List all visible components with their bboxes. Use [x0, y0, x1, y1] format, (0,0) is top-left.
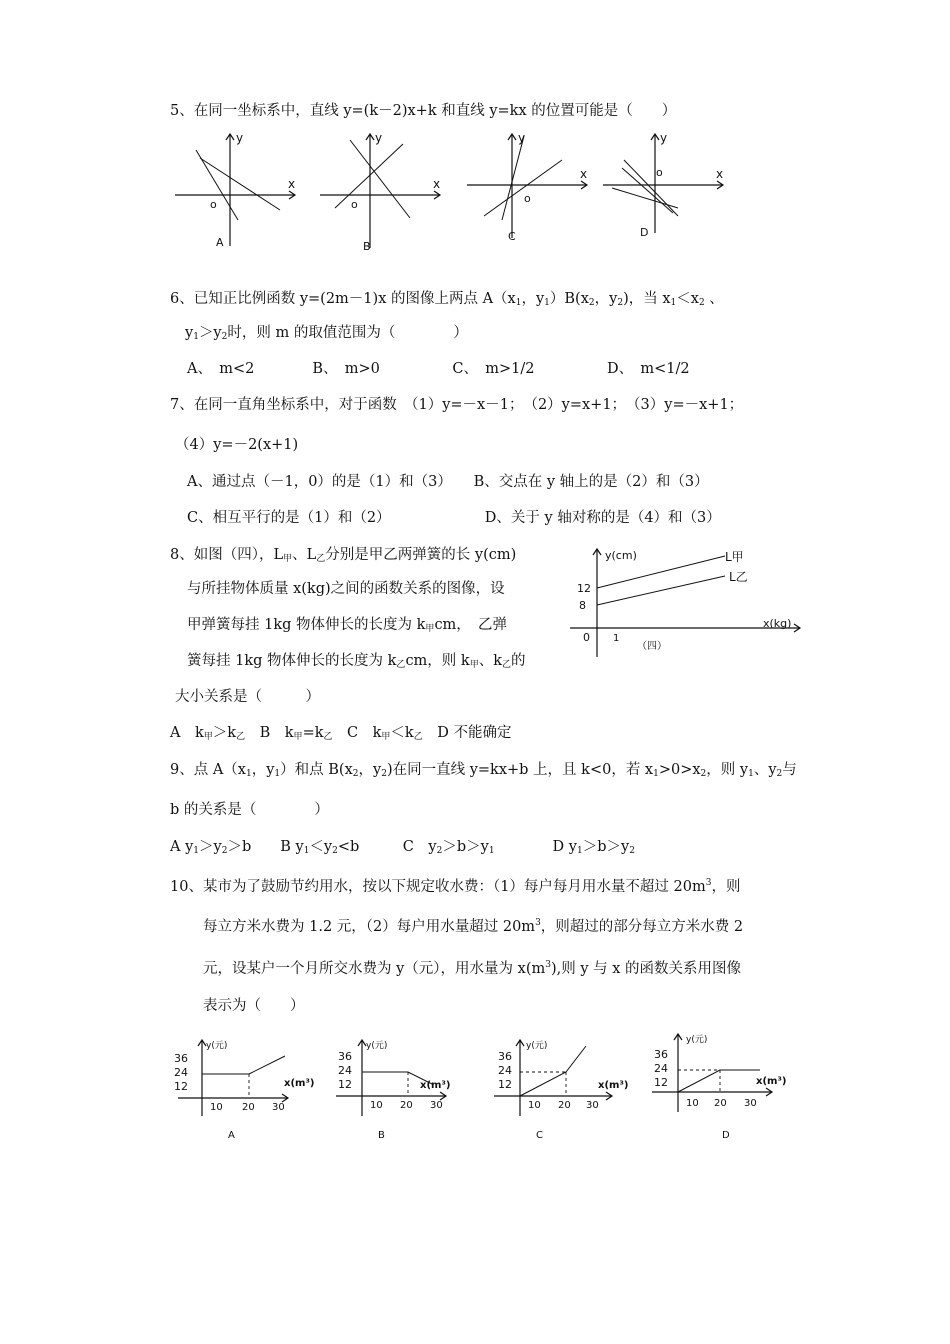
- q6-options: A、 m<2 B、 m>0 C、 m>1/2 D、 m<1/2: [187, 361, 690, 377]
- q5a-label: A: [216, 236, 224, 249]
- q8-xlabel: x(kg): [763, 617, 792, 630]
- q8-origin: 0: [583, 631, 590, 644]
- q10d-x20: 20: [714, 1098, 727, 1109]
- q5a-o: o: [210, 198, 217, 211]
- q5b-x: x: [433, 177, 441, 191]
- q8-line3: 甲弹簧每挂 1kg 物体伸长的长度为 $k_甲cm$， 乙弹: [187, 617, 508, 634]
- q8-line4: 簧每挂 1kg 物体伸长的长度为 $k_乙cm$，则 $k_甲$、$k_乙$的: [187, 653, 526, 670]
- q5b-y: y: [375, 131, 383, 145]
- q10b-x20: 20: [400, 1100, 413, 1111]
- q8-line1: 8、如图（四），$L_甲$、$L_乙$分别是甲乙两弹簧的长 y(cm): [170, 547, 517, 564]
- q10a-xlabel: x(m³): [284, 1078, 315, 1089]
- q9-stem: 9、点 $A(x_1$，$y_1$）和点 $B(x_2$，$y_2$)在同一直线 y=kx+b 上，且 k<0，若 $x_1>0>x_2$，则 $y_1$、$y_2$与: [170, 762, 797, 779]
- q5b-o: o: [351, 198, 358, 211]
- q10b-ylabel: y(元): [366, 1041, 388, 1051]
- q8-label-jia: L甲: [725, 550, 744, 564]
- q10c-t12: 12: [498, 1078, 512, 1091]
- q10b-t24: 24: [338, 1064, 352, 1077]
- q10d-xlabel: x(m³): [756, 1076, 787, 1087]
- q10b-x30: 30: [430, 1100, 443, 1111]
- q10d-label: D: [722, 1130, 730, 1141]
- q10a-x20: 20: [242, 1102, 255, 1113]
- q10c-x20: 20: [558, 1100, 571, 1111]
- q5-graph-c: [462, 128, 597, 258]
- q10c-t36: 36: [498, 1050, 512, 1063]
- q10a-x10: 10: [210, 1102, 223, 1113]
- q8-line2: 与所挂物体质量 x(kg)之间的函数关系的图像，设: [187, 581, 505, 597]
- q10d-t36: 36: [654, 1048, 668, 1061]
- q5-stem: 5、在同一坐标系中，直线 y=(k－2)x+k 和直线 y=kx 的位置可能是（ ）: [170, 103, 677, 119]
- q10c-t24: 24: [498, 1064, 512, 1077]
- q8-ylabel: y(cm): [605, 549, 637, 562]
- q10d-ylabel: y(元): [686, 1035, 708, 1045]
- q5d-label: D: [640, 226, 649, 239]
- q10c-x10: 10: [528, 1100, 541, 1111]
- q10-line3: 元，设某户一个月所交水费为 y（元），用水量为 $x(m^3)$,则 y 与 x 的函数关系用图像: [203, 960, 742, 977]
- q10d-x30: 30: [744, 1098, 757, 1109]
- q10b-x10: 10: [370, 1100, 383, 1111]
- q9-options: A $y_1>y_2>b$ B $y_1<y_2<b$ C $y_2>b>y_1$ D $y_1>b>y_2$: [170, 839, 635, 856]
- q10-graph-b: [328, 1036, 478, 1146]
- q10-graph-c: [490, 1036, 640, 1146]
- q5d-x: x: [716, 167, 724, 181]
- q8-figure: [565, 545, 810, 660]
- q10-line4: 表示为（ ）: [203, 998, 305, 1014]
- q5a-x: x: [288, 177, 296, 191]
- q8-answers: A $k_甲>k_乙$ B $k_甲=k_乙$ C $k_甲<k_乙$ D 不能确定: [170, 725, 512, 742]
- q5-graph-d: [598, 128, 733, 253]
- q10a-ylabel: y(元): [206, 1041, 228, 1051]
- q10-graph-a: [170, 1036, 320, 1146]
- q10c-xlabel: x(m³): [598, 1080, 629, 1091]
- q5c-label: C: [508, 230, 516, 243]
- q8-caption: （四）: [637, 641, 667, 652]
- q8-tick12: 12: [577, 582, 591, 595]
- q10c-ylabel: y(元): [526, 1041, 548, 1051]
- q5-graph-b: [315, 128, 450, 258]
- q10b-t36: 36: [338, 1050, 352, 1063]
- q5d-y: y: [660, 131, 668, 145]
- q10d-t12: 12: [654, 1076, 668, 1089]
- q8-label-yi: L乙: [729, 570, 748, 584]
- q10a-x30: 30: [272, 1102, 285, 1113]
- q10-graph-d: [648, 1030, 798, 1140]
- q5-graph-a: [170, 128, 305, 253]
- q10d-x10: 10: [686, 1098, 699, 1109]
- q10b-label: B: [378, 1130, 385, 1141]
- q5a-y: y: [236, 131, 244, 145]
- q7-options-ab: A、通过点（－1，0）的是（1）和（3） B、交点在 y 轴上的是（2）和（3）: [187, 474, 709, 490]
- q10a-t24: 24: [174, 1066, 188, 1079]
- q5d-o: o: [656, 166, 663, 179]
- q6-stem: 6、已知正比例函数 y=(2m－1)x 的图像上两点 $A(x_1$，$y_1)B(x_2$，$y_2$)，当 $x_1<x_2$ 、: [170, 291, 724, 308]
- q8-tick1: 1: [613, 633, 620, 644]
- q10a-label: A: [228, 1130, 235, 1141]
- q10-line2: 每立方米水费为 1.2 元，（2）每户用水量超过 $20m^3$，则超过的部分每立方米水费 2: [203, 918, 744, 935]
- q7-stem-line2: （4）y=－2(x+1): [175, 437, 299, 453]
- q10a-t36: 36: [174, 1052, 188, 1065]
- q8-tick8: 8: [579, 599, 586, 612]
- q10a-t12: 12: [174, 1080, 188, 1093]
- q9-stem-line2: b 的关系是（ ）: [170, 802, 329, 818]
- q10b-xlabel: x(m³): [420, 1080, 451, 1091]
- q8-line5: 大小关系是（ ）: [175, 689, 320, 705]
- q7-stem: 7、在同一直角坐标系中，对于函数 （1）y=－x－1； （2）y=x+1； （3）y=－x+1；: [170, 397, 744, 413]
- q5c-x: x: [580, 167, 588, 181]
- q10c-label: C: [536, 1130, 543, 1141]
- q8-line-yi: [597, 576, 725, 605]
- q10-line1: 10、某市为了鼓励节约用水，按以下规定收水费：（1）每户每月用水量不超过 $20m^3$，则: [170, 878, 741, 895]
- q5c-y: y: [518, 131, 526, 145]
- q10d-t24: 24: [654, 1062, 668, 1075]
- q6-stem-line2: $y_1>y_2$时，则 m 的取值范围为（ ）: [185, 325, 468, 342]
- q7-options-cd: C、相互平行的是（1）和（2） D、关于 y 轴对称的是（4）和（3）: [187, 510, 721, 526]
- q5c-o: o: [524, 192, 531, 205]
- q10c-x30: 30: [586, 1100, 599, 1111]
- q5b-label: B: [363, 240, 371, 253]
- q10b-t12: 12: [338, 1078, 352, 1091]
